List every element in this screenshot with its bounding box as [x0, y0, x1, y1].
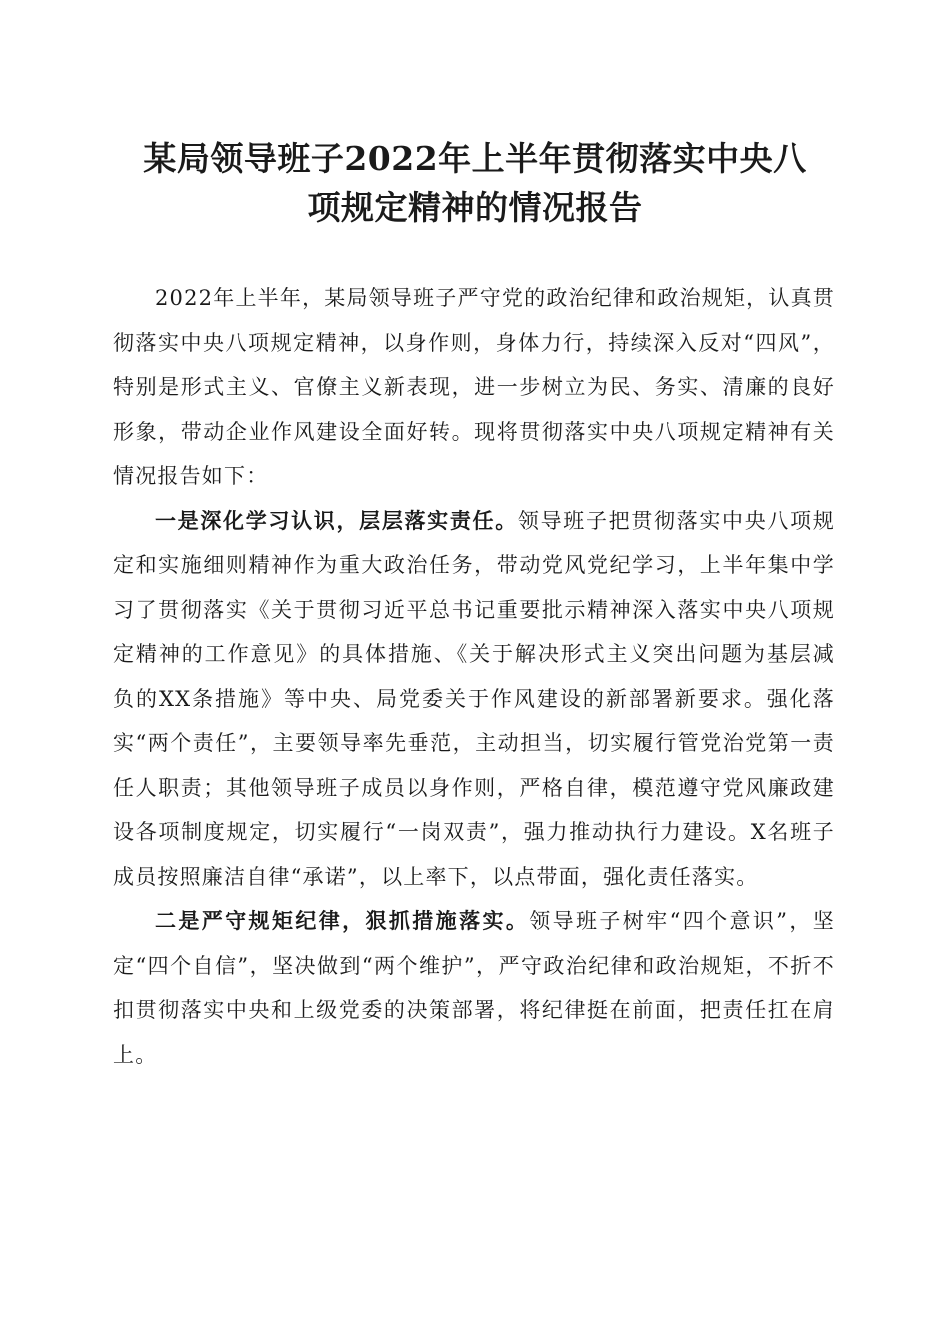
section-two-paragraph — [113, 899, 835, 1077]
section-two-heading: 二是严守规矩纪律，狠抓措施落实。 — [155, 909, 530, 933]
section-one-heading: 一是深化学习认识，层层落实责任。 — [155, 508, 518, 533]
document-title — [110, 134, 840, 232]
title-line-2: 项规定精神的情况报告 — [307, 188, 643, 227]
paragraph-text: 领导班子树牢“四个意识”，坚定“四个自信”，坚决做到“两个维护”，严守政治纪律和政治规矩，不折不扣贯彻落实中央和上级党委的决策部署，将纪律挺在前面，把责任扛在肩上。 — [113, 909, 835, 1067]
document-body — [113, 276, 835, 1077]
title-line-1: 某局领导班子2022年上半年贯彻落实中央八 — [143, 139, 807, 178]
section-one-paragraph — [113, 499, 835, 900]
paragraph-text: 2022年上半年，某局领导班子严守党的政治纪律和政治规矩，认真贯彻落实中央八项规定精神，以身作则，身体力行，持续深入反对“四风”，特别是形式主义、官僚主义新表现，进一步树立为民、务实、清廉的良好形象，带动企业作风建设全面好转。现将贯彻落实中央八项规定精神有关情况报告如下： — [113, 286, 835, 488]
paragraph-text: 领导班子把贯彻落实中央八项规定和实施细则精神作为重大政治任务，带动党风党纪学习，上半年集中学习了贯彻落实《关于贯彻习近平总书记重要批示精神深入落实中央八项规定精神的工作意见》的具体措施、《关于解决形式主义突出问题为基层减负的XX条措施》等中央、局党委关于作风建设的新部署新要求。强化落实“两个责任”，主要领导率先垂范，主动担当，切实履行管党治党第一责任人职责；其他领导班子成员以身作则，严格自律，模范遵守党风廉政建设各项制度规定，切实履行“一岗双责”，强力推动执行力建设。X名班子成员按照廉洁自律“承诺”，以上率下，以点带面，强化责任落实。 — [113, 508, 835, 889]
intro-paragraph — [113, 276, 835, 499]
